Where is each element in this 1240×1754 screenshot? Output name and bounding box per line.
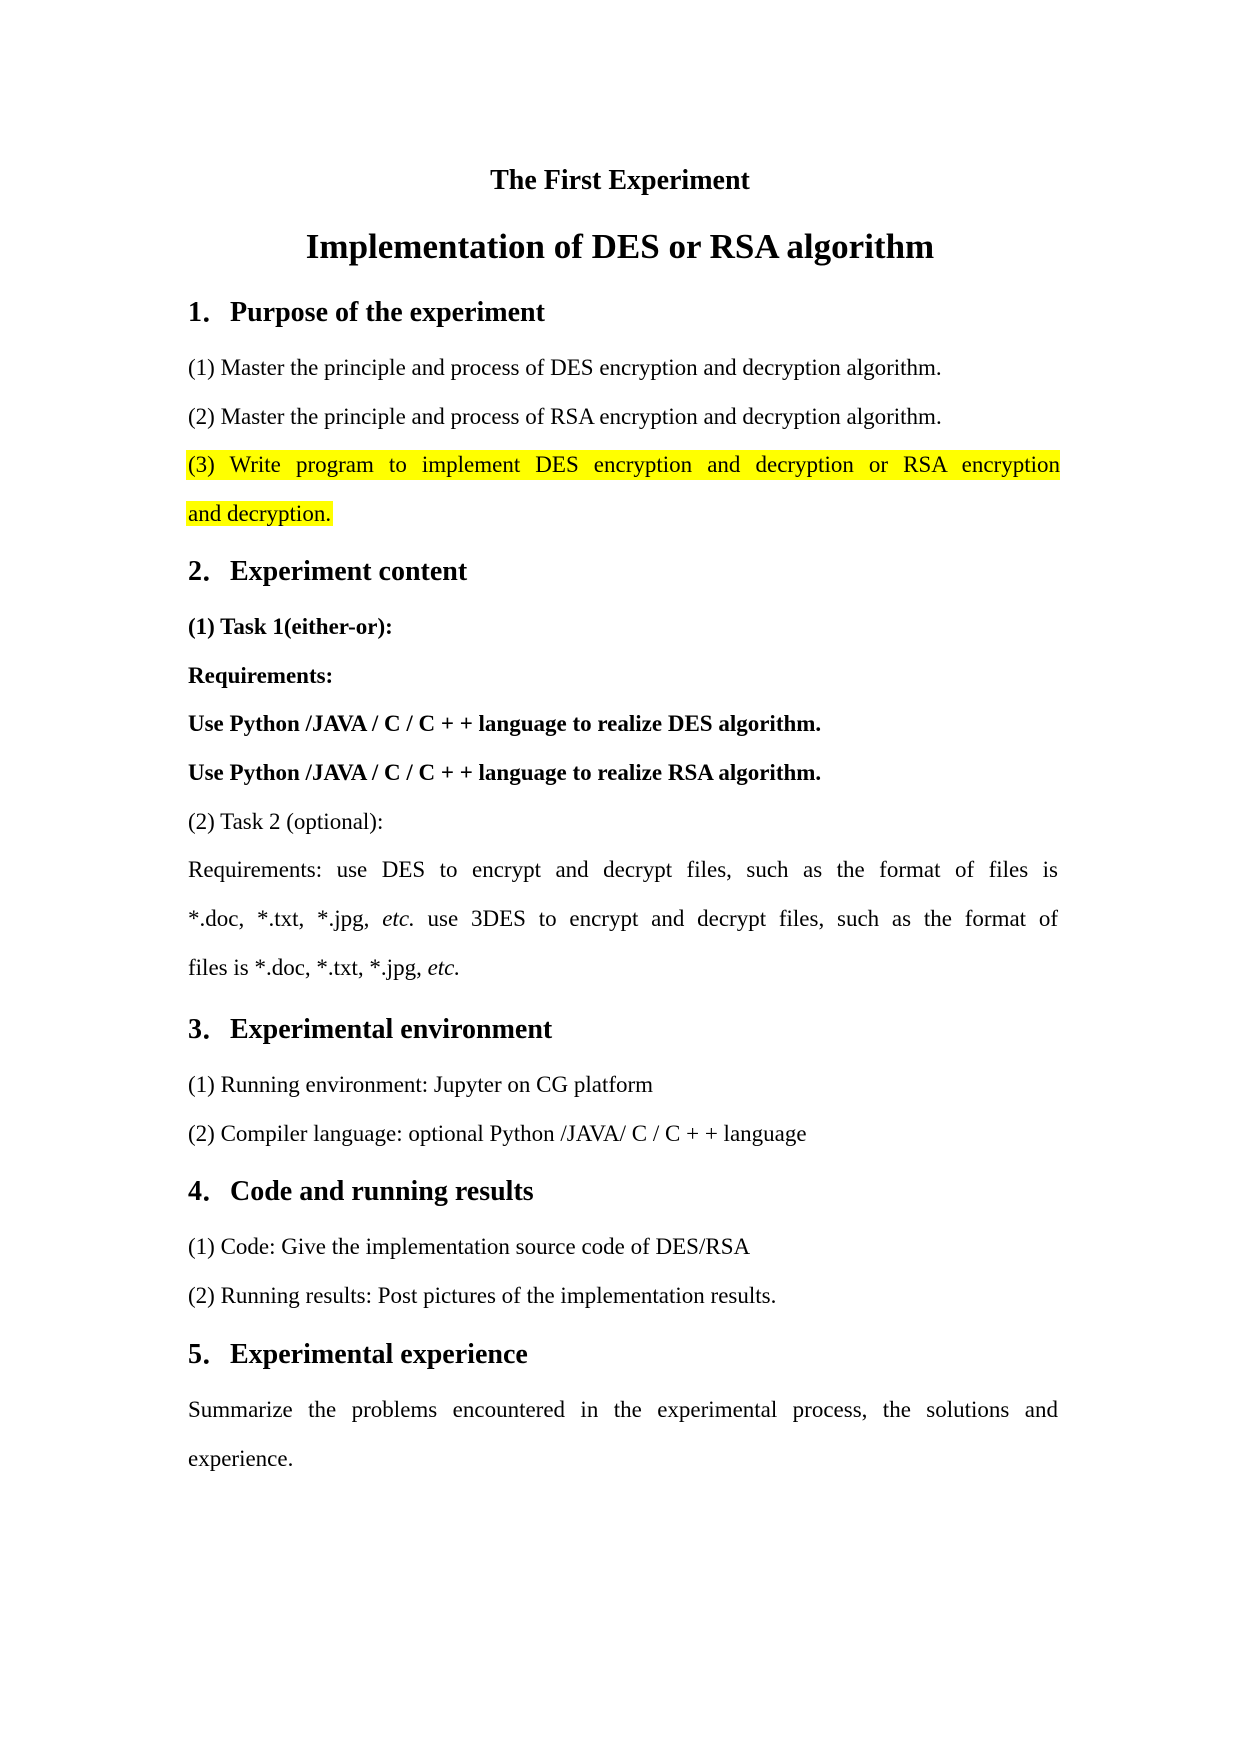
section-1-heading: 1．Purpose of the experiment (188, 297, 545, 328)
purpose-item-3-continuation (188, 499, 333, 529)
highlighted-text: and decryption. (188, 501, 332, 526)
task-2-requirements-line-2 (188, 904, 1058, 934)
environment-item-1: (1) Running environment: Jupyter on CG platform (188, 1072, 654, 1097)
purpose-item-2: (2) Master the principle and process of RSA encryption and decryption algorithm. (188, 404, 942, 429)
experience-line-2: experience. (188, 1446, 294, 1471)
document-title: The First Experiment (490, 165, 750, 196)
requirement-rsa: Use Python /JAVA / C / C + + language to realize RSA algorithm. (188, 760, 822, 785)
document-subtitle: Implementation of DES or RSA algorithm (305, 227, 935, 266)
purpose-item-1: (1) Master the principle and process of DES encryption and decryption algorithm. (188, 355, 942, 380)
results-item-1: (1) Code: Give the implementation source code of DES/RSA (188, 1234, 751, 1259)
text-segment: use 3DES to encrypt and decrypt files, such as the format of (414, 906, 1058, 931)
section-4-heading: 4．Code and running results (188, 1176, 534, 1207)
requirements-label: Requirements: (188, 663, 334, 688)
section-2-heading: 2．Experiment content (188, 556, 468, 587)
text-segment: files is *.doc, *.txt, *.jpg, (188, 955, 428, 980)
task-2-label: (2) Task 2 (optional): (188, 809, 384, 834)
task-2-requirements-line-1: Requirements: use DES to encrypt and decrypt files, such as the format of files is (188, 857, 1058, 882)
results-item-2: (2) Running results: Post pictures of the implementation results. (188, 1283, 777, 1308)
task-1-label: (1) Task 1(either-or): (188, 614, 393, 639)
experience-line-1: Summarize the problems encountered in the experimental process, the solutions and (188, 1397, 1058, 1422)
requirement-des: Use Python /JAVA / C / C + + language to realize DES algorithm. (188, 711, 822, 736)
purpose-item-3-highlighted: (3) Write program to implement DES encryption and decryption or RSA encryption (186, 450, 1060, 480)
text-segment: *.doc, *.txt, *.jpg, (188, 906, 383, 931)
section-3-heading: 3．Experimental environment (188, 1014, 553, 1045)
italic-etc: etc. (382, 906, 415, 931)
environment-item-2: (2) Compiler language: optional Python /JAVA/ C / C + + language (188, 1121, 807, 1146)
italic-etc: etc. (427, 955, 461, 980)
task-2-requirements-line-3 (188, 953, 460, 983)
section-5-heading: 5．Experimental experience (188, 1339, 528, 1370)
